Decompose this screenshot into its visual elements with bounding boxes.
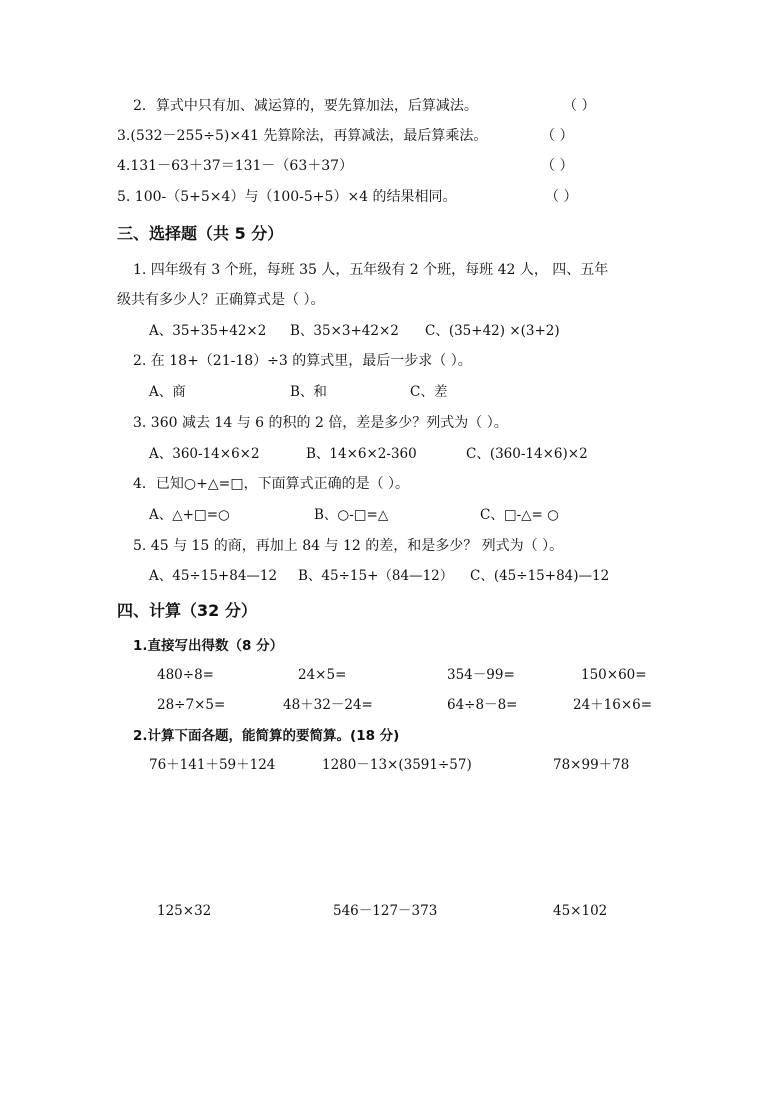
judge-answer-bracket[interactable]: （ ）: [541, 158, 574, 174]
calc-written-item: 76＋141＋59＋124: [149, 757, 276, 773]
calc-oral-item: 24×5=: [298, 667, 347, 683]
choice-q3-option-b[interactable]: B、14×6×2-360: [306, 446, 417, 462]
calc-written-item: 546－127－373: [333, 903, 438, 919]
calc-oral-item: 480÷8=: [157, 667, 214, 683]
choice-q4: 4．已知○+△=□，下面算式正确的是（ ）。: [133, 476, 410, 492]
choice-q2-option-c[interactable]: C、差: [410, 384, 448, 400]
choice-q1-line1: 1. 四年级有 3 个班，每班 35 人，五年级有 2 个班，每班 42 人， 四、五年: [133, 262, 609, 278]
calc-written-item: 78×99＋78: [553, 757, 630, 773]
calc-written-item: 45×102: [553, 903, 608, 919]
judge-item-3: 3.(532－255÷5)×41 先算除法，再算减法，最后算乘法。: [117, 128, 488, 144]
choice-q1-option-b[interactable]: B、35×3+42×2: [290, 323, 399, 339]
calc-subheading-written: 2.计算下面各题，能简算的要简算。(18 分): [133, 728, 400, 744]
judge-item-2: 2．算式中只有加、减运算的，要先算加法，后算减法。: [133, 98, 478, 114]
choice-q1-option-a[interactable]: A、35+35+42×2: [149, 323, 267, 339]
choice-q1-line2: 级共有多少人？正确算式是（ ）。: [117, 292, 325, 308]
choice-q2-option-b[interactable]: B、和: [290, 384, 327, 400]
choice-q2: 2. 在 18+（21-18）÷3 的算式里，最后一步求（ ）。: [133, 353, 472, 369]
judge-answer-bracket[interactable]: （ ）: [541, 128, 574, 144]
calc-oral-item: 24＋16×6=: [573, 697, 653, 713]
calc-oral-item: 150×60=: [581, 667, 647, 683]
calc-subheading-oral: 1.直接写出得数（8 分）: [133, 638, 284, 654]
choice-q5-option-a[interactable]: A、45÷15+84—12: [149, 568, 278, 584]
judge-answer-bracket[interactable]: （ ）: [563, 98, 596, 114]
choice-q5: 5. 45 与 15 的商，再加上 84 与 12 的差，和是多少？ 列式为（ ）。: [133, 538, 564, 554]
calc-written-item: 1280－13×(3591÷57): [322, 757, 472, 773]
choice-q5-option-b[interactable]: B、45÷15+（84—12）: [298, 568, 454, 584]
section-heading-calc: 四、计算（32 分）: [117, 601, 257, 620]
calc-written-item: 125×32: [157, 903, 212, 919]
judge-item-5: 5. 100-（5+5×4）与（100-5+5）×4 的结果相同。: [117, 189, 457, 205]
calc-oral-item: 354－99=: [447, 667, 515, 683]
choice-q3: 3. 360 减去 14 与 6 的积的 2 倍，差是多少？列式为（ ）。: [133, 415, 508, 431]
calc-oral-item: 28÷7×5=: [157, 697, 226, 713]
choice-q4-option-a[interactable]: A、△+□=○: [149, 507, 230, 523]
choice-q5-option-c[interactable]: C、(45÷15+84)—12: [470, 568, 610, 584]
calc-oral-item: 64÷8－8=: [447, 697, 518, 713]
choice-q2-option-a[interactable]: A、商: [149, 384, 186, 400]
choice-q4-option-c[interactable]: C、□-△= ○: [480, 507, 559, 523]
choice-q1-option-c[interactable]: C、(35+42) ×(3+2): [425, 323, 560, 339]
section-heading-choice: 三、选择题（共 5 分）: [117, 224, 284, 243]
choice-q3-option-c[interactable]: C、(360-14×6)×2: [466, 446, 588, 462]
judge-item-4: 4.131－63＋37＝131－（63＋37）: [117, 158, 354, 174]
choice-q3-option-a[interactable]: A、360-14×6×2: [149, 446, 260, 462]
calc-oral-item: 48＋32－24=: [283, 697, 373, 713]
judge-answer-bracket[interactable]: （ ）: [545, 189, 578, 205]
choice-q4-option-b[interactable]: B、○-□=△: [314, 507, 389, 523]
